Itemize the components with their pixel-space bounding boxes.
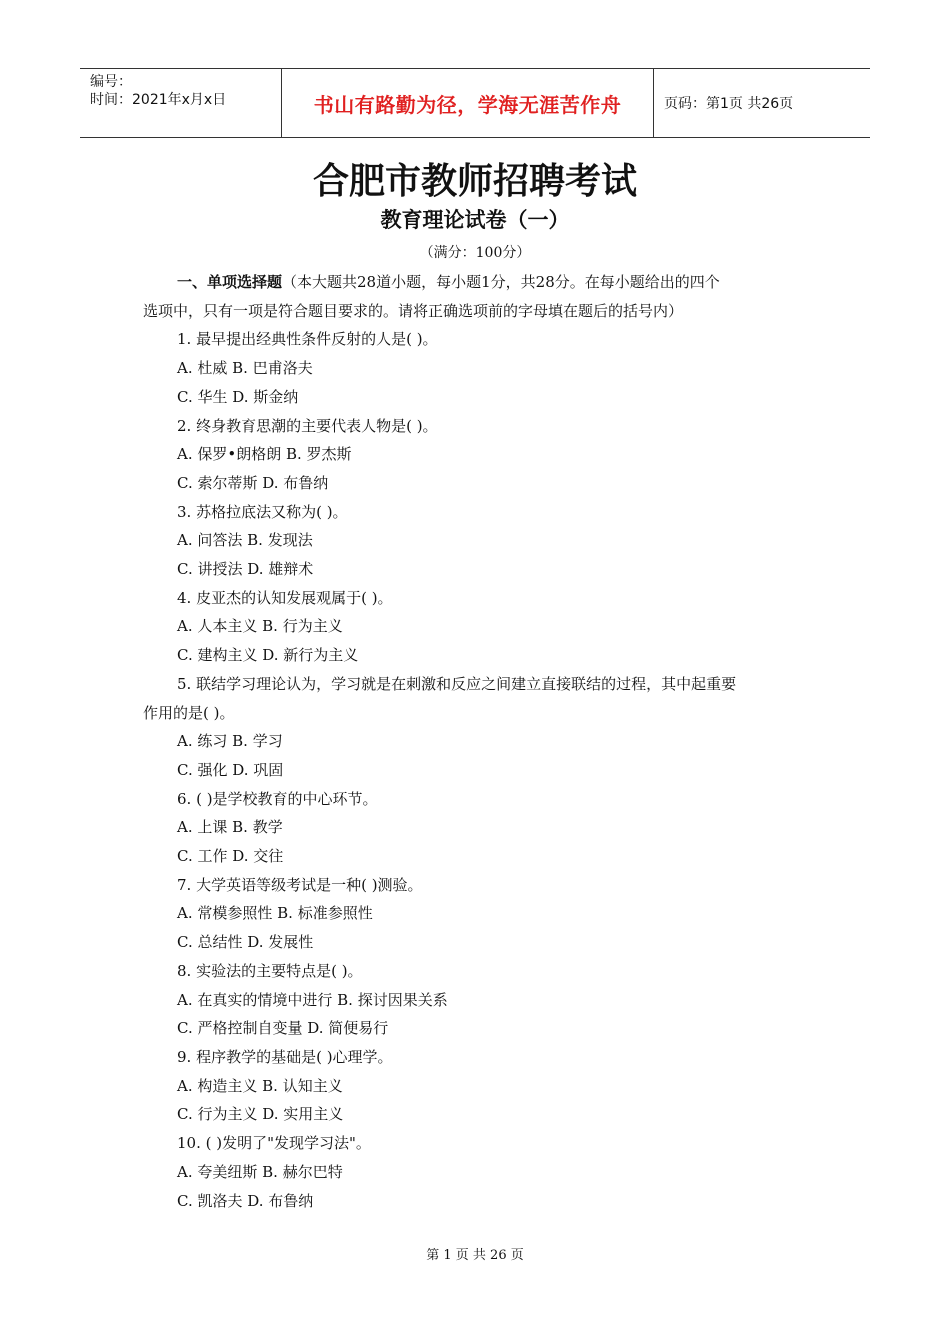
question-6-options-ab: A. 上课 B. 教学 (177, 818, 283, 837)
time-label: 时间：2021年x月x日 (90, 92, 227, 108)
document-title: 合肥市教师招聘考试 (312, 161, 637, 202)
question-9-options-cd: C. 行为主义 D. 实用主义 (177, 1105, 344, 1124)
question-2-options-ab: A. 保罗•朗格朗 B. 罗杰斯 (177, 445, 352, 464)
question-3-options-ab: A. 问答法 B. 发现法 (177, 531, 313, 550)
exam-body (143, 268, 823, 1215)
section-instructions (143, 268, 823, 297)
question-10: 10. ( )发明了"发现学习法"。 (177, 1134, 371, 1153)
question-5-options-ab: A. 练习 B. 学习 (177, 732, 283, 751)
question-4-options-cd: C. 建构主义 D. 新行为主义 (177, 646, 359, 665)
page-info: 页码：第1页 共26页 (664, 96, 794, 112)
question-2: 2. 终身教育思潮的主要代表人物是( )。 (177, 416, 438, 435)
header-left-cell (80, 69, 282, 137)
question-4-options-ab: A. 人本主义 B. 行为主义 (177, 617, 343, 636)
question-10-options-ab: A. 夸美纽斯 B. 赫尔巴特 (177, 1162, 343, 1181)
question-10-options-cd: C. 凯洛夫 D. 布鲁纳 (177, 1191, 314, 1210)
question-8-options-cd: C. 严格控制自变量 D. 简便易行 (177, 1019, 389, 1038)
question-5: 5. 联结学习理论认为，学习就是在刺激和反应之间建立直接联结的过程，其中起重要 (177, 674, 737, 693)
question-1-options-cd: C. 华生 D. 斯金纳 (177, 387, 299, 406)
question-9: 9. 程序教学的基础是( )心理学。 (177, 1047, 393, 1066)
question-1-options-ab: A. 杜威 B. 巴甫洛夫 (177, 359, 313, 378)
question-1: 1. 最早提出经典性条件反射的人是( )。 (177, 330, 438, 349)
document-subtitle: 教育理论试卷（一） (380, 208, 570, 232)
section-instruction-line-2: 选项中，只有一项是符合题目要求的。请将正确选项前的字母填在题后的括号内） (143, 301, 684, 320)
question-4: 4. 皮亚杰的认知发展观属于( )。 (177, 588, 393, 607)
motto: 书山有路勤为径，学海无涯苦作舟 (282, 69, 654, 137)
question-2-options-cd: C. 索尔蒂斯 D. 布鲁纳 (177, 473, 329, 492)
section-heading: 一、单项选择题 (177, 273, 283, 291)
question-8-options-ab: A. 在真实的情境中进行 B. 探讨因果关系 (177, 990, 448, 1009)
header-table (80, 68, 870, 138)
number-label: 编号： (90, 74, 132, 90)
question-5-continued: 作用的是( )。 (143, 703, 235, 722)
question-9-options-ab: A. 构造主义 B. 认知主义 (177, 1076, 343, 1095)
question-7: 7. 大学英语等级考试是一种( )测验。 (177, 875, 423, 894)
question-7-options-cd: C. 总结性 D. 发展性 (177, 933, 314, 952)
question-6: 6. ( )是学校教育的中心环节。 (177, 789, 378, 808)
question-3: 3. 苏格拉底法又称为( )。 (177, 502, 348, 521)
question-8: 8. 实验法的主要特点是( )。 (177, 961, 363, 980)
question-5-options-cd: C. 强化 D. 巩固 (177, 760, 284, 779)
full-score: （满分：100分） (419, 245, 531, 261)
question-6-options-cd: C. 工作 D. 交往 (177, 847, 284, 866)
section-instruction-line-1: （本大题共28道小题，每小题1分，共28分。在每小题给出的四个 (282, 273, 720, 291)
question-3-options-cd: C. 讲授法 D. 雄辩术 (177, 560, 314, 579)
question-7-options-ab: A. 常模参照性 B. 标准参照性 (177, 904, 373, 923)
page-footer: 第 1 页 共 26 页 (426, 1248, 524, 1263)
